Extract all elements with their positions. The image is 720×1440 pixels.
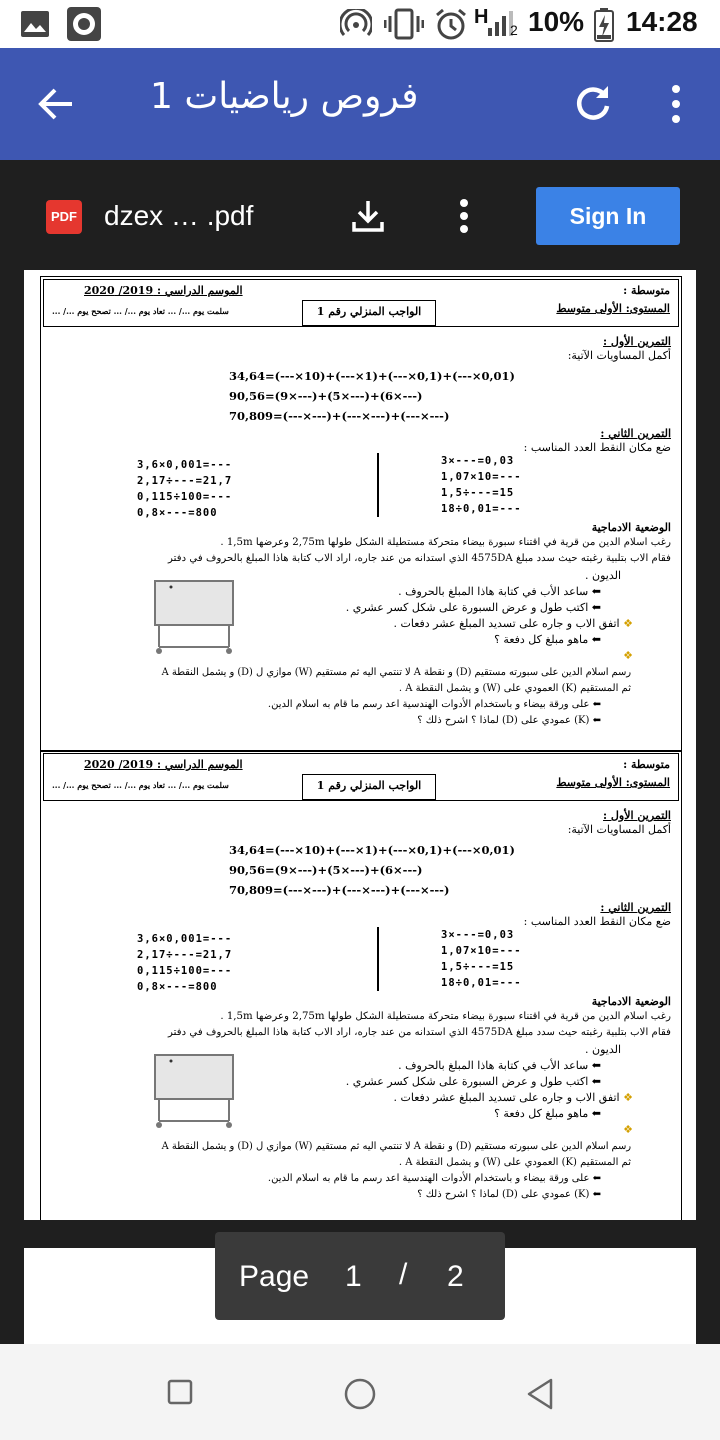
task-item: ⬅ ماهو مبلغ كل دفعة ؟: [494, 633, 601, 646]
exercise-2-instruction: ضع مكان النقط العدد المناسب :: [523, 441, 671, 454]
bullet-icon: ❖: [623, 649, 633, 662]
operation: 1,5÷---=15: [441, 961, 515, 973]
page-label: Page: [239, 1260, 310, 1293]
task-item: ❖ اتفق الاب و جاره على تسديد المبلغ عشر دفعات .: [393, 1091, 633, 1104]
viewer-more-icon[interactable]: [454, 198, 474, 238]
whiteboard-illustration: [151, 1051, 237, 1131]
page-separator: /: [399, 1258, 408, 1291]
task-item: ⬅ ماهو مبلغ كل دفعة ؟: [494, 1107, 601, 1120]
image-notification-icon: [20, 10, 50, 38]
bullet-icon: ❖: [623, 1123, 633, 1136]
operation: 0,115÷100=---: [137, 965, 233, 977]
exercise-2-title: التمرين الثاني :: [600, 901, 671, 914]
worksheet-header: [43, 753, 679, 801]
app-bar: [0, 48, 720, 160]
operation: 0,8×---=800: [137, 981, 218, 993]
home-icon[interactable]: [343, 1377, 377, 1411]
operation: 2,17÷---=21,7: [137, 949, 233, 961]
operation: 0,8×---=800: [137, 507, 218, 519]
equation: 90,56=(9×---)+(5×---)+(6×---): [229, 389, 423, 403]
integration-title: الوضعية الادماجية: [591, 521, 671, 534]
homework-title: الواجب المنزلي رقم 1: [302, 774, 436, 800]
worksheet-copy-1: [40, 276, 682, 752]
school-year: الموسم الدراسي : 2019/ 2020: [84, 758, 243, 771]
exercise-2-title: التمرين الثاني :: [600, 427, 671, 440]
school-label: متوسطة :: [623, 758, 670, 771]
geometry-line: ⬅ (K) عمودي على (D) لماذا ؟ اشرح ذلك ؟: [417, 1189, 601, 1200]
page-title: فروص رياضيات 1: [150, 76, 419, 117]
system-nav-bar: [0, 1344, 720, 1440]
back-arrow-icon[interactable]: [36, 84, 76, 124]
situation-line: رغب اسلام الدين من قرية في اقتناء سبورة بيضاء متحركة مستطيلة الشكل طولها 2,75m وعرضها 1,5m .: [220, 537, 671, 548]
situation-line: الديون .: [585, 1043, 621, 1056]
download-icon[interactable]: [350, 198, 386, 234]
signal-sim-label: 2: [510, 22, 518, 38]
level-label: المستوى: الأولى متوسط: [556, 776, 670, 789]
operation: 18÷0,01=---: [441, 503, 522, 515]
homework-title: الواجب المنزلي رقم 1: [302, 300, 436, 326]
status-bar: [0, 0, 720, 48]
situation-line: الديون .: [585, 569, 621, 582]
situation-line: فقام الاب بتلبية رغبته حيث سدد مبلغ 4575DA الذي استدانه من عند جاره، اراد الاب كتابة هاذا المبلغ بالحروف في دفتر: [168, 1027, 671, 1038]
operation: 1,07×10=---: [441, 945, 522, 957]
back-icon[interactable]: [525, 1377, 555, 1411]
geometry-line: رسم اسلام الدين على سبورته مستقيم (D) و نقطة A لا تنتمي اليه ثم مستقيم (W) موازي ل (D) و يشمل النقطة A: [161, 667, 631, 678]
situation-line: فقام الاب بتلبية رغبته حيث سدد مبلغ 4575DA الذي استدانه من عند جاره، اراد الاب كتابة هاذا المبلغ بالحروف في دفتر: [168, 553, 671, 564]
exercise-1-title: التمرين الأول :: [603, 809, 671, 822]
viewer-toolbar: [0, 160, 720, 272]
geometry-line: رسم اسلام الدين على سبورته مستقيم (D) و نقطة A لا تنتمي اليه ثم مستقيم (W) موازي ل (D) و يشمل النقطة A: [161, 1141, 631, 1152]
pdf-viewer: [0, 160, 720, 1344]
battery-charging-icon: [594, 8, 614, 42]
exercise-1-instruction: أكمل المساويات الآتية:: [567, 349, 671, 362]
sign-in-button[interactable]: Sign In: [536, 187, 680, 245]
exercise-1-instruction: أكمل المساويات الآتية:: [567, 823, 671, 836]
operation: 3,6×0,001=---: [137, 459, 233, 471]
battery-percent: 10%: [528, 6, 585, 37]
operation: 3×---=0,03: [441, 455, 515, 467]
task-item: ❖ اتفق الاب و جاره على تسديد المبلغ عشر دفعات .: [393, 617, 633, 630]
equation: 70,809=(---×---)+(---×---)+(---×---): [229, 409, 450, 423]
worksheet-header: [43, 279, 679, 327]
due-dates: سلمت يوم .../ ... تعاد يوم .../ ... تصحح يوم .../ ...: [52, 780, 229, 790]
task-item: ⬅ اكتب طول و عرض السبورة على شكل كسر عشري .: [345, 601, 601, 614]
operation: 3×---=0,03: [441, 929, 515, 941]
level-label: المستوى: الأولى متوسط: [556, 302, 670, 315]
vibrate-icon: [384, 8, 424, 40]
clock: 14:28: [626, 6, 698, 37]
record-notification-icon: [66, 6, 102, 42]
hotspot-icon: [340, 9, 372, 39]
school-year: الموسم الدراسي : 2019/ 2020: [84, 284, 243, 297]
situation-line: رغب اسلام الدين من قرية في اقتناء سبورة بيضاء متحركة مستطيلة الشكل طولها 2,75m وعرضها 1,5m .: [220, 1011, 671, 1022]
exercise-1-title: التمرين الأول :: [603, 335, 671, 348]
operation: 3,6×0,001=---: [137, 933, 233, 945]
current-page: 1: [345, 1260, 362, 1293]
geometry-line: ⬅ (K) عمودي على (D) لماذا ؟ اشرح ذلك ؟: [417, 715, 601, 726]
pdf-file-icon: PDF: [46, 200, 82, 234]
more-options-icon[interactable]: [666, 84, 686, 124]
geometry-line: ⬅ على ورقة بيضاء و باستخدام الأدوات الهندسية اعد رسم ما قام به اسلام الدين.: [267, 699, 601, 710]
worksheet-copy-2: [40, 750, 682, 1220]
operation: 18÷0,01=---: [441, 977, 522, 989]
equation: 90,56=(9×---)+(5×---)+(6×---): [229, 863, 423, 877]
refresh-icon[interactable]: [574, 84, 612, 122]
due-dates: سلمت يوم .../ ... تعاد يوم .../ ... تصحح يوم .../ ...: [52, 306, 229, 316]
operation: 2,17÷---=21,7: [137, 475, 233, 487]
task-item: ⬅ اكتب طول و عرض السبورة على شكل كسر عشري .: [345, 1075, 601, 1088]
file-name: dzex … .pdf: [104, 200, 254, 231]
page-indicator: [215, 1232, 505, 1320]
operation: 1,5÷---=15: [441, 487, 515, 499]
total-pages: 2: [447, 1260, 464, 1293]
pdf-page-1: [24, 270, 696, 1220]
geometry-line: ⬅ على ورقة بيضاء و باستخدام الأدوات الهندسية اعد رسم ما قام به اسلام الدين.: [267, 1173, 601, 1184]
whiteboard-illustration: [151, 577, 237, 657]
task-item: ⬅ ساعد الأب في كتابة هاذا المبلغ بالحروف .: [398, 585, 601, 598]
integration-title: الوضعية الادماجية: [591, 995, 671, 1008]
exercise-2-instruction: ضع مكان النقط العدد المناسب :: [523, 915, 671, 928]
equation: 70,809=(---×---)+(---×---)+(---×---): [229, 883, 450, 897]
geometry-line: ثم المستقيم (K) العمودي على (W) و يشمل النقطة A .: [398, 1157, 631, 1168]
recents-icon[interactable]: [167, 1379, 193, 1405]
task-item: ⬅ ساعد الأب في كتابة هاذا المبلغ بالحروف .: [398, 1059, 601, 1072]
operation: 0,115÷100=---: [137, 491, 233, 503]
network-type-label: H: [474, 6, 489, 28]
column-divider: [377, 927, 379, 991]
geometry-line: ثم المستقيم (K) العمودي على (W) و يشمل النقطة A .: [398, 683, 631, 694]
operation: 1,07×10=---: [441, 471, 522, 483]
equation: 34,64=(---×10)+(---×1)+(---×0,1)+(---×0,01): [229, 369, 515, 383]
column-divider: [377, 453, 379, 517]
alarm-icon: [434, 7, 468, 41]
school-label: متوسطة :: [623, 284, 670, 297]
equation: 34,64=(---×10)+(---×1)+(---×0,1)+(---×0,01): [229, 843, 515, 857]
